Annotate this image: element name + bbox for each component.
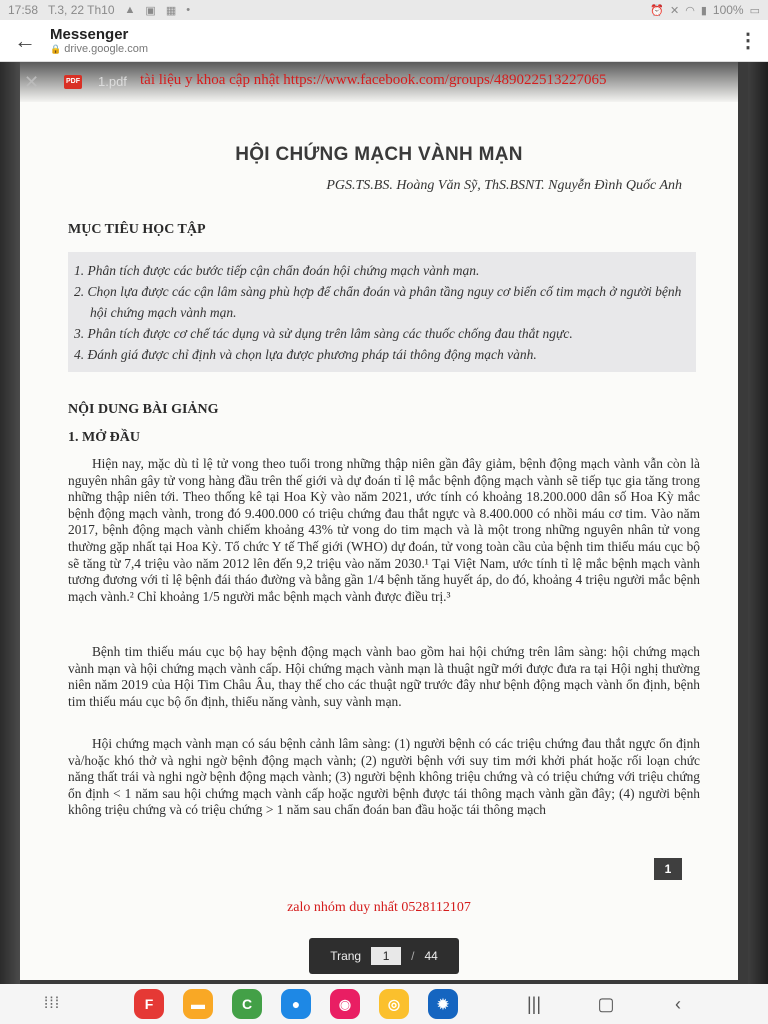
home-icon[interactable]: ▢ xyxy=(597,993,615,1014)
app-bar xyxy=(0,20,768,62)
current-page-input[interactable] xyxy=(371,947,401,965)
battery-level: 100% xyxy=(712,3,744,17)
status-date: T.3, 22 Th10 xyxy=(48,3,115,17)
app-title: Messenger xyxy=(50,26,129,43)
app-dock xyxy=(134,989,458,1019)
alert-icon: ▲ xyxy=(124,4,136,16)
app-titles xyxy=(50,26,148,55)
dot-icon: • xyxy=(186,4,191,16)
viewer-edge-right xyxy=(748,62,768,984)
watermark-bottom: zalo nhóm duy nhất 0528112107 xyxy=(287,900,471,915)
screen-recorder-icon[interactable]: ◉ xyxy=(330,989,360,1019)
page-indicator xyxy=(309,938,459,974)
pdf-file-icon: PDF xyxy=(64,75,82,89)
viewer-edge-left xyxy=(0,62,20,984)
close-icon[interactable]: ✕ xyxy=(24,72,40,92)
goal-item: 4. Đánh giá được chỉ định và chọn lựa được phương pháp tái thông động mạch vành. xyxy=(74,347,537,362)
settings-icon[interactable]: ✹ xyxy=(428,989,458,1019)
navigation-bar xyxy=(0,984,768,1024)
page-number-badge: 1 xyxy=(654,858,682,880)
status-time: 17:58 xyxy=(8,3,39,17)
signal-icon: ▮ xyxy=(700,4,707,17)
app-drawer-icon[interactable]: ⁞⁞⁞ xyxy=(43,995,61,1012)
recent-apps-icon[interactable]: ||| xyxy=(526,993,542,1014)
battery-icon: ▭ xyxy=(749,4,760,17)
goal-item: 1. Phân tích được các bước tiếp cận chẩn đoán hội chứng mạch vành mạn. xyxy=(74,263,480,278)
section-goals-heading: MỤC TIÊU HỌC TẬP xyxy=(68,222,206,237)
messages-icon[interactable]: ● xyxy=(281,989,311,1019)
mute-icon: ✕ xyxy=(670,4,680,17)
paragraph-3: Hội chứng mạch vành mạn có sáu bệnh cảnh lâm sàng: (1) người bệnh có các triệu chứng đau thắt ngực ổn định và/hoặc khó thở và nghi ngờ bệnh động mạch vành; (2) người bệnh với suy tim mới khởi phát hoặc rối loạn chức năng thất trái và nghi ngờ bệnh động mạch vành; (3) người bệnh không triệu chứng và có triệu chứng với triệu chứng ổn định < 1 năm sau hội chứng mạch vành cấp hoặc người bệnh được tái thông mạch vành gần đây; (4) người bệnh không triệu chứng và có triệu chứng > 1 năm sau chẩn đoán ban đầu hoặc tái thông mạch xyxy=(68,736,700,818)
total-pages: 44 xyxy=(424,949,438,963)
phone-app-icon[interactable]: C xyxy=(232,989,262,1019)
lock-icon: 🔒 xyxy=(50,43,62,54)
status-bar xyxy=(0,0,768,20)
section-intro-heading: 1. MỞ ĐẦU xyxy=(68,430,140,445)
back-arrow-icon[interactable]: ← xyxy=(14,27,36,53)
image-icon: ▣ xyxy=(145,4,156,17)
paragraph-2: Bệnh tim thiếu máu cục bộ hay bệnh động mạch vành bao gồm hai hội chứng trên lâm sàng: hội chứng mạch vành mạn và hội chứng mạch vành cấp. Hội chứng mạch vành mạn là thuật ngữ mới được đưa ra tại Hội nghị thường niên năm 2019 của Hội Tim Châu Âu, thay thế cho các thuật ngữ trước đây như bệnh động mạch vành ổn định, bệnh tim thiếu máu cục bộ ổn định, thiểu năng vành, suy vành mạn. xyxy=(68,644,700,709)
section-content-heading: NỘI DUNG BÀI GIẢNG xyxy=(68,402,219,417)
goal-item: 3. Phân tích được cơ chế tác dụng và sử dụng trên lâm sàng các thuốc chống đau thắt ngực. xyxy=(74,326,573,341)
calendar-icon: ▦ xyxy=(165,4,177,17)
back-nav-icon[interactable]: ‹ xyxy=(675,993,681,1014)
document-title: HỘI CHỨNG MẠCH VÀNH MẠN xyxy=(235,144,523,165)
pdf-page[interactable] xyxy=(20,62,738,980)
watermark-top: tài liệu y khoa cập nhật https://www.facebook.com/groups/489022513227065 xyxy=(140,72,607,88)
document-authors: PGS.TS.BS. Hoàng Văn Sỹ, ThS.BSNT. Nguyễn Đình Quốc Anh xyxy=(326,178,682,193)
goals-box xyxy=(68,252,696,372)
chrome-icon[interactable]: ◎ xyxy=(379,989,409,1019)
alarm-icon: ⏰ xyxy=(650,4,664,17)
goal-item: 2. Chọn lựa được các cận lâm sàng phù hợp để chẩn đoán và phân tầng nguy cơ biến cố tim mạch ở người bệnh hội chứng mạch vành mạn. xyxy=(74,284,682,320)
folder-icon[interactable]: ▬ xyxy=(183,989,213,1019)
wifi-icon: ◠ xyxy=(685,4,695,17)
file-name: 1.pdf xyxy=(98,74,127,89)
page-label: Trang xyxy=(330,949,362,963)
page-separator: / xyxy=(411,949,415,963)
flipboard-icon[interactable]: F xyxy=(134,989,164,1019)
app-url-text: drive.google.com xyxy=(64,43,148,55)
app-url xyxy=(50,43,148,55)
pdf-viewer[interactable] xyxy=(0,62,768,984)
paragraph-1: Hiện nay, mặc dù tỉ lệ tử vong theo tuổi trong những thập niên gần đây giảm, bệnh động mạch vành vẫn còn là nguyên nhân gây tử vong hàng đầu trên thế giới và dự đoán tỉ lệ mắc bệnh động mạch vành sẽ tiếp tục gia tăng trong những thập niên tới. Theo thống kê tại Hoa Kỳ vào năm 2021, ước tính có khoảng 18.200.000 dân số Hoa Kỳ mắc bệnh động mạch vành, trong đó 9.400.000 có triệu chứng đau thắt ngực và 8.400.000 có nhồi máu cơ tim. Vào năm 2017, bệnh động mạch vành chiếm khoảng 43% tử vong do tim mạch và là một trong những nguyên nhân tử vong thường gặp nhất tại Hoa Kỳ. Tổ chức Y tế Thế giới (WHO) dự đoán, tử vong toàn cầu của bệnh tim thiếu máu cục bộ sẽ tăng từ 7,4 triệu vào năm 2012 lên đến 9,2 triệu vào năm 2030.¹ Tại Việt Nam, ước tính tỉ lệ mắc bệnh mạch vành tương đương với tỉ lệ bệnh đái tháo đường và bằng gần 1/4 bệnh tăng huyết áp, do đó, khoảng 4 triệu người mắc bệnh mạch vành.² Chỉ khoảng 1/5 người mắc bệnh mạch vành được điều trị.³ xyxy=(68,456,700,604)
more-options-icon[interactable]: ⋮ xyxy=(738,30,758,52)
